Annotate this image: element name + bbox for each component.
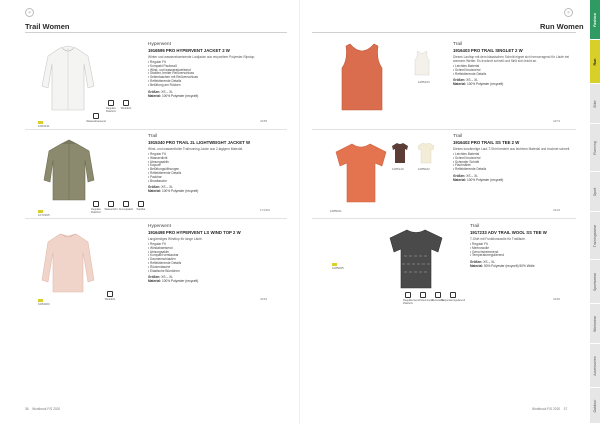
merino-wool-icon [435,292,441,298]
product-brand: Trail [470,224,480,229]
product-desc: Wind- und wasserdichte Trailrunning-Jacke aus 2-lagigem Material. [148,147,243,151]
feature-list [148,61,288,88]
product-name: 1917233 ADV TRAIL WOOL SS TEE W [470,230,547,235]
color-code: 1085005 [332,266,344,270]
feature-label: Packbar [136,208,146,211]
color-code: 1085022 [418,167,430,171]
color-code-tag [38,209,50,217]
feature-list [148,243,288,273]
product-brand: Hyperwent [148,224,171,229]
tab-run[interactable] [590,40,600,84]
packable-icon [138,201,144,207]
feature-item: • Stabiler, breiter Reißverschluss [148,72,288,76]
feature-item: • Schnell trocknend [453,69,573,73]
color-code: 1085021 [330,209,342,213]
page-ref: 44/66 [553,297,560,301]
product-image-top-pink [38,230,98,296]
feature-item: • Atmungsaktiv [148,251,288,255]
product-thumb-tee-cream [416,142,436,164]
product-image-jacket-white [38,42,98,114]
feature-label: Winddicht [120,107,132,110]
tab-sportswear[interactable] [590,260,600,304]
feature-item: • Regular Fit [148,153,288,157]
size-value: XS – XL [483,260,495,265]
material-label: Material: [148,279,162,284]
material-value: 100% Polyester (recycelt) [467,177,504,182]
windproof-icon [107,291,113,297]
tab-running[interactable] [590,124,600,172]
color-code-tag [38,298,50,306]
feature-icons [105,100,132,113]
tab-label: Bike [593,100,597,107]
material-spec [470,264,574,268]
feature-item: • Reflektierende Details [453,73,573,77]
tab-label: Run [593,58,597,65]
feature-item: • Kompakt Packmaß [148,65,288,69]
breathable-icon [123,201,129,207]
tab-accessories[interactable] [590,344,600,388]
feature-icons [402,292,466,305]
feature-waterproof [105,201,117,214]
color-code: 1085103 [418,80,430,84]
product-description [148,134,288,193]
feature-windproof [104,291,116,301]
feature-icons [104,291,116,301]
feature-item: • Schnell trocknend [453,157,573,161]
footer-title: Workbook F/S 2020 [32,407,61,411]
product-name: 1916498 PRO HYPERVENT LS WIND TOP 2 W [148,230,241,235]
feature-label: Reguläre Passform [90,208,102,214]
feature-item: • Geruchshemmend [470,251,574,255]
feature-windproof [120,100,132,113]
size-value: XS – XL [466,173,478,178]
page-ref: 44/56 [260,119,267,123]
color-code: 1072305 [38,213,50,217]
tab-label: Workwear [593,315,597,332]
material-label: Material: [453,177,467,182]
feature-icons-row2 [86,113,106,123]
material-value: 100% Polyester (recycelt) [162,279,199,284]
tab-label: Sportswear [593,272,597,291]
row-divider [25,129,287,130]
product-desc: Winter und wasserabweisende Laufjacke aus recyceltem Polyester-Ripstop. [148,55,256,59]
product-description [470,224,574,268]
product-brand: Trail [148,134,158,139]
feature-item: • Packbar [148,176,288,180]
odor-resistant-icon [420,292,426,298]
size-label: Größen: [148,89,161,94]
size-label: Größen: [470,260,483,265]
product-brand: Hyperwent [148,42,171,47]
category-tabs [590,0,600,424]
row-divider [25,218,287,219]
feature-odor-resistant [413,292,433,305]
product-description [453,42,573,86]
product-desc: T-Shirt mit Funktionswolle für Trailläufe. [470,237,526,241]
product-description [453,134,573,182]
color-code-small [418,80,430,84]
size-label: Größen: [453,78,466,83]
page-ref: 44/64 [260,297,267,301]
feature-list [453,65,573,76]
product-image-singlet-orange [330,40,394,112]
page-ref: 44/23 [553,208,560,212]
feature-temperature [440,292,466,305]
feature-item: • Regular Fit [148,243,288,247]
footer-right [532,407,567,411]
footer-title: Workbook F/S 2020 [532,407,561,411]
feature-item: • Wind- und wasserabweisend [148,69,288,73]
color-code: 1085120 [392,167,404,171]
row-divider [312,218,576,219]
color-code-tag [38,120,50,128]
size-value: XS – XL [161,275,173,280]
product-description [148,42,288,98]
divider-right [312,32,576,33]
tab-fashion[interactable] [590,0,600,40]
material-spec [453,82,573,86]
product-desc: Dieses kurzärmlige Lauf-T-Shirt besteht aus leichtem Material und trocknet schnell. [453,147,571,151]
feature-label: Wasserabweisend [86,120,106,123]
page-ref: 44/73 [553,119,560,123]
feature-item: • Regular Fit [148,61,288,65]
feature-item: • Reflektierende Details [148,80,288,84]
feature-item: • Rückentasche [148,266,288,270]
material-spec [148,279,288,283]
page-number: 36 [25,407,29,411]
feature-item: • Reflektierende Details [148,262,288,266]
feature-label: Atmungsaktiv [118,208,134,211]
product-desc: Dieses Lauftop mit dem klassischen Schnitt eignet sich hervorragend für Läufe bei warmem Wetter. Es trocknet schnell und fühlt sich leicht an. [453,55,570,63]
brand-logo-left: ◎ [25,8,34,17]
product-image-tee-grey [382,226,450,290]
size-label: Größen: [148,185,161,190]
tab-label: Trainingswear [593,224,597,247]
product-name: 1916402 PRO TRAIL SS TEE 2 W [453,140,520,145]
material-value: 50% Polyester (recycelt) 50% Wolle [484,264,535,269]
color-code-tag [332,262,344,270]
tab-label: Outdoor [593,399,597,412]
divider-left [25,32,287,33]
feature-water-repellent [86,113,106,123]
feature-icons [90,201,147,214]
material-spec [148,189,288,193]
size-value: XS – XL [161,185,173,190]
feature-item: • Merinowolle [470,247,574,251]
tab-trainingswear[interactable] [590,212,600,260]
product-name: 1915340 PRO TRAIL 2L LIGHTWEIGHT JACKET W [148,140,251,145]
product-name: 1916403 PRO TRAIL SINGLET 2 W [453,48,523,53]
material-label: Material: [148,189,162,194]
material-value: 100% Polyester (recycelt) [467,82,504,87]
size-value: XS – XL [466,78,478,83]
tab-outdoor[interactable] [590,388,600,424]
size-label: Größen: [453,173,466,178]
color-code-small [418,167,430,171]
feature-packable [135,201,147,214]
material-label: Material: [148,93,162,98]
feature-regular-fit [90,201,102,214]
feature-item: • Elastische Bündchen [148,270,288,274]
page-number: 37 [563,407,568,411]
feature-item: • Belüftungsöffnungen [148,168,288,172]
product-brand: Trail [453,42,463,47]
tab-label: Accessories [593,355,597,376]
water-repellent-icon [93,113,99,119]
product-thumb-singlet-white [412,50,432,76]
feature-item: • Regular Fit [470,243,574,247]
tab-sport[interactable] [590,172,600,212]
material-spec [148,94,288,98]
product-image-tee-orange [328,140,394,206]
feature-item: • Temperaturregulierend [470,254,574,258]
row-divider [312,129,576,130]
feature-label: Winddicht [104,298,116,301]
feature-list [470,243,574,258]
section-title-left: Trail Women [25,22,70,31]
feature-item: • Kapuze [148,164,288,168]
feature-label: Merinowolle [431,299,445,302]
feature-label: Wasserdicht [104,208,118,211]
product-brand: Trail [453,134,463,139]
feature-label: Reguläre Passform [105,107,117,113]
color-code: 1084003 [38,302,50,306]
product-description [148,224,288,283]
material-label: Material: [453,82,467,87]
feature-item: • Reflektierende Details [453,168,573,172]
feature-label: Temperaturregulierend [440,299,466,302]
feature-item: • Wasserdicht [148,157,288,161]
regular-fit-icon [108,100,114,106]
feature-item: • Leichtes Material [453,65,573,69]
feature-item: • Leichtes Material [453,153,573,157]
color-code-tag [330,209,342,213]
footer-left [25,407,60,411]
feature-item: • Windabweisend [148,247,288,251]
regular-fit-icon [93,201,99,207]
section-title-right: Run Women [540,22,584,31]
feature-label: Geruchshemmend [413,299,433,302]
product-name: 1916595 PRO HYPERVENT JACKET 2 W [148,48,230,53]
product-desc: Langärmliges Windtop für lange Läufe. [148,237,203,241]
feature-regular-fit [105,100,117,113]
material-label: Material: [470,264,484,269]
feature-list [453,153,573,172]
brand-logo-right: ◎ [564,8,573,17]
color-code-small [392,167,404,171]
tab-workwear[interactable] [590,304,600,344]
regular-fit-icon [405,292,411,298]
tab-label: Sport [593,187,597,196]
tab-label: Running [593,140,597,155]
feature-item: • Reflektierende Details [148,172,288,176]
material-value: 100% Polyester (recycelt) [162,93,199,98]
feature-item: • Flachnähte [453,164,573,168]
size-label: Größen: [148,275,161,280]
windproof-icon [123,100,129,106]
temperature-icon [450,292,456,298]
feature-item: • Brusttasche [148,180,288,184]
product-thumb-tee-brown [390,142,410,164]
feature-list [148,153,288,183]
feature-item: • Schmaler Schnitt [453,161,573,165]
feature-breathable [120,201,132,214]
feature-item: • Atmungsaktiv [148,161,288,165]
feature-item: • Seitentaschen mit Reißverschluss [148,76,288,80]
material-spec [453,178,573,182]
feature-item: • Belüftung am Rücken [148,84,288,88]
waterproof-icon [108,201,114,207]
tab-bike[interactable] [590,84,600,124]
material-value: 100% Polyester (recycelt) [162,189,199,194]
feature-item: • Kompakt verstaubar [148,254,288,258]
size-value: XS – XL [161,89,173,94]
tab-label: Fashion [593,12,597,27]
page-ref: 174/310 [260,208,271,212]
page-gutter [299,0,300,424]
feature-label: Reguläre Passform [402,299,414,305]
color-code: 1084131 [38,124,50,128]
feature-item: • Daumenschlaufen [148,258,288,262]
product-image-jacket-olive [40,138,98,204]
